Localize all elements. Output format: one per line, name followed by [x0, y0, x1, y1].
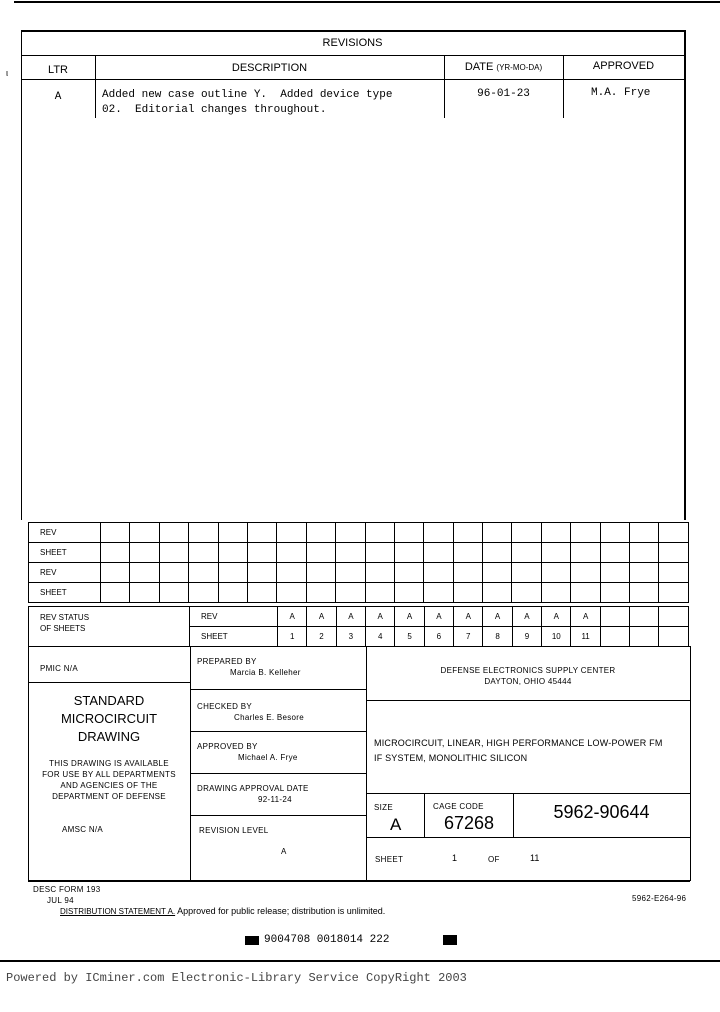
- barcode-mark-right: [443, 935, 457, 945]
- sheet-number-cell: 9: [512, 627, 541, 647]
- rev-status-cell: A: [307, 607, 336, 627]
- rev-status-cell: A: [424, 607, 453, 627]
- grid-sheet-row-2: [29, 583, 689, 603]
- revision-level: A: [281, 847, 287, 856]
- agency-address: DAYTON, OHIO 45444: [484, 677, 572, 686]
- grid-sheet-label: SHEET: [29, 583, 101, 603]
- checked-by: Charles E. Besore: [234, 713, 305, 722]
- distribution-text: Approved for public release; distribution is unlimited.: [177, 906, 386, 916]
- sheet-total: 11: [530, 853, 540, 863]
- grid-rev-row-2: [29, 563, 689, 583]
- sheet-label: SHEET: [375, 855, 404, 864]
- rev-status-cell: A: [395, 607, 424, 627]
- revision-approved: M.A. Frye: [591, 87, 651, 99]
- revision-description-line2: 02. Editorial changes throughout.: [102, 104, 327, 116]
- sheet-number: 1: [452, 853, 458, 863]
- rev-status-rev-label: REV: [190, 607, 278, 627]
- revision-date: 96-01-23: [477, 88, 530, 100]
- sheet-number-cell: 8: [483, 627, 512, 647]
- rev-status-cell: A: [483, 607, 512, 627]
- approved-by-label: APPROVED BY: [197, 742, 258, 751]
- standard-line2: MICROCIRCUIT: [60, 711, 158, 726]
- size-label: SIZE: [374, 803, 393, 812]
- form-date: JUL 94: [47, 896, 74, 905]
- prepared-by: Marcia B. Kelleher: [230, 668, 301, 677]
- col-description-header: DESCRIPTION: [231, 62, 308, 74]
- pmic: PMIC N/A: [40, 664, 78, 673]
- barcode-mark-left: [245, 936, 259, 945]
- rev-status-label-cell: [29, 607, 190, 647]
- grid-rev-row-1: [29, 523, 689, 543]
- sheet-number-cell: 3: [336, 627, 365, 647]
- drawing-number: 5962-90644: [553, 802, 650, 822]
- rev-status-sheet-label: SHEET: [190, 627, 278, 647]
- approval-date-label: DRAWING APPROVAL DATE: [197, 784, 309, 793]
- avail-line4: DEPARTMENT OF DEFENSE: [52, 792, 166, 801]
- avail-line3: AND AGENCIES OF THE: [60, 781, 158, 790]
- revision-ltr: A: [54, 91, 62, 103]
- availability-note: [28, 758, 190, 802]
- standard-line3: DRAWING: [77, 729, 141, 744]
- col-approved-header: APPROVED: [592, 60, 655, 72]
- prepared-by-label: PREPARED BY: [197, 657, 257, 666]
- sheet-number-cell: 5: [395, 627, 424, 647]
- grid-rev-label: REV: [29, 523, 101, 543]
- agency-name: DEFENSE ELECTRONICS SUPPLY CENTER: [440, 666, 616, 675]
- col-date-header: [444, 61, 563, 73]
- footer-separator: [0, 960, 720, 962]
- col-ltr-header: LTR: [48, 64, 68, 76]
- scan-speck: ι: [6, 68, 8, 78]
- avail-line2: FOR USE BY ALL DEPARTMENTS: [42, 770, 176, 779]
- size-value: A: [390, 815, 402, 834]
- rev-status-cell: A: [366, 607, 395, 627]
- top-scan-line: [14, 1, 720, 3]
- rev-status-rev-row: [29, 607, 689, 627]
- rev-sheet-grid: [28, 522, 689, 603]
- approval-date: 92-11-24: [258, 795, 292, 804]
- distribution-label: DISTRIBUTION STATEMENT A.: [60, 907, 176, 916]
- drawing-title-line1: MICROCIRCUIT, LINEAR, HIGH PERFORMANCE LOW-POWER FM: [374, 738, 663, 748]
- standard-drawing-heading: [28, 692, 190, 746]
- rev-status-cell: A: [336, 607, 365, 627]
- rev-status-grid: [28, 606, 689, 647]
- avail-line1: THIS DRAWING IS AVAILABLE: [49, 759, 169, 768]
- powered-by: Powered by ICminer.com Electronic-Library Service CopyRight 2003: [6, 971, 467, 985]
- sheet-number-cell: 6: [424, 627, 453, 647]
- rev-status-cell: A: [512, 607, 541, 627]
- of-label: OF: [488, 855, 500, 864]
- standard-line1: STANDARD: [73, 693, 145, 708]
- grid-rev-label: REV: [29, 563, 101, 583]
- revision-level-label: REVISION LEVEL: [199, 826, 269, 835]
- form-number: DESC FORM 193: [33, 885, 101, 894]
- rev-status-label: REV STATUS: [40, 613, 90, 622]
- rev-status-cell: A: [278, 607, 307, 627]
- rev-status-cell: A: [571, 607, 600, 627]
- of-sheets-label: OF SHEETS: [40, 624, 86, 633]
- doc-code: 5962-E264-96: [632, 894, 687, 903]
- barcode-text: 9004708 0018014 222: [264, 934, 390, 946]
- cage-code: 67268: [444, 813, 495, 833]
- grid-sheet-label: SHEET: [29, 543, 101, 563]
- revision-description-line1: Added new case outline Y. Added device type: [102, 89, 393, 101]
- sheet-number-cell: 11: [571, 627, 600, 647]
- amsc: AMSC N/A: [62, 825, 104, 834]
- rev-status-cell: A: [542, 607, 571, 627]
- sheet-number-cell: 2: [307, 627, 336, 647]
- distribution-statement: [60, 906, 385, 916]
- cage-code-label: CAGE CODE: [433, 802, 484, 811]
- col-date-format: (YR-MO-DA): [496, 63, 543, 72]
- revisions-title: REVISIONS: [322, 37, 383, 49]
- rev-status-cell: A: [454, 607, 483, 627]
- checked-by-label: CHECKED BY: [197, 702, 253, 711]
- drawing-title-line2: IF SYSTEM, MONOLITHIC SILICON: [374, 753, 528, 763]
- sheet-number-cell: 4: [366, 627, 395, 647]
- sheet-number-cell: 10: [542, 627, 571, 647]
- col-date-label: DATE: [464, 61, 494, 73]
- approved-by: Michael A. Frye: [238, 753, 298, 762]
- grid-sheet-row-1: [29, 543, 689, 563]
- sheet-number-cell: 7: [454, 627, 483, 647]
- sheet-number-cell: 1: [278, 627, 307, 647]
